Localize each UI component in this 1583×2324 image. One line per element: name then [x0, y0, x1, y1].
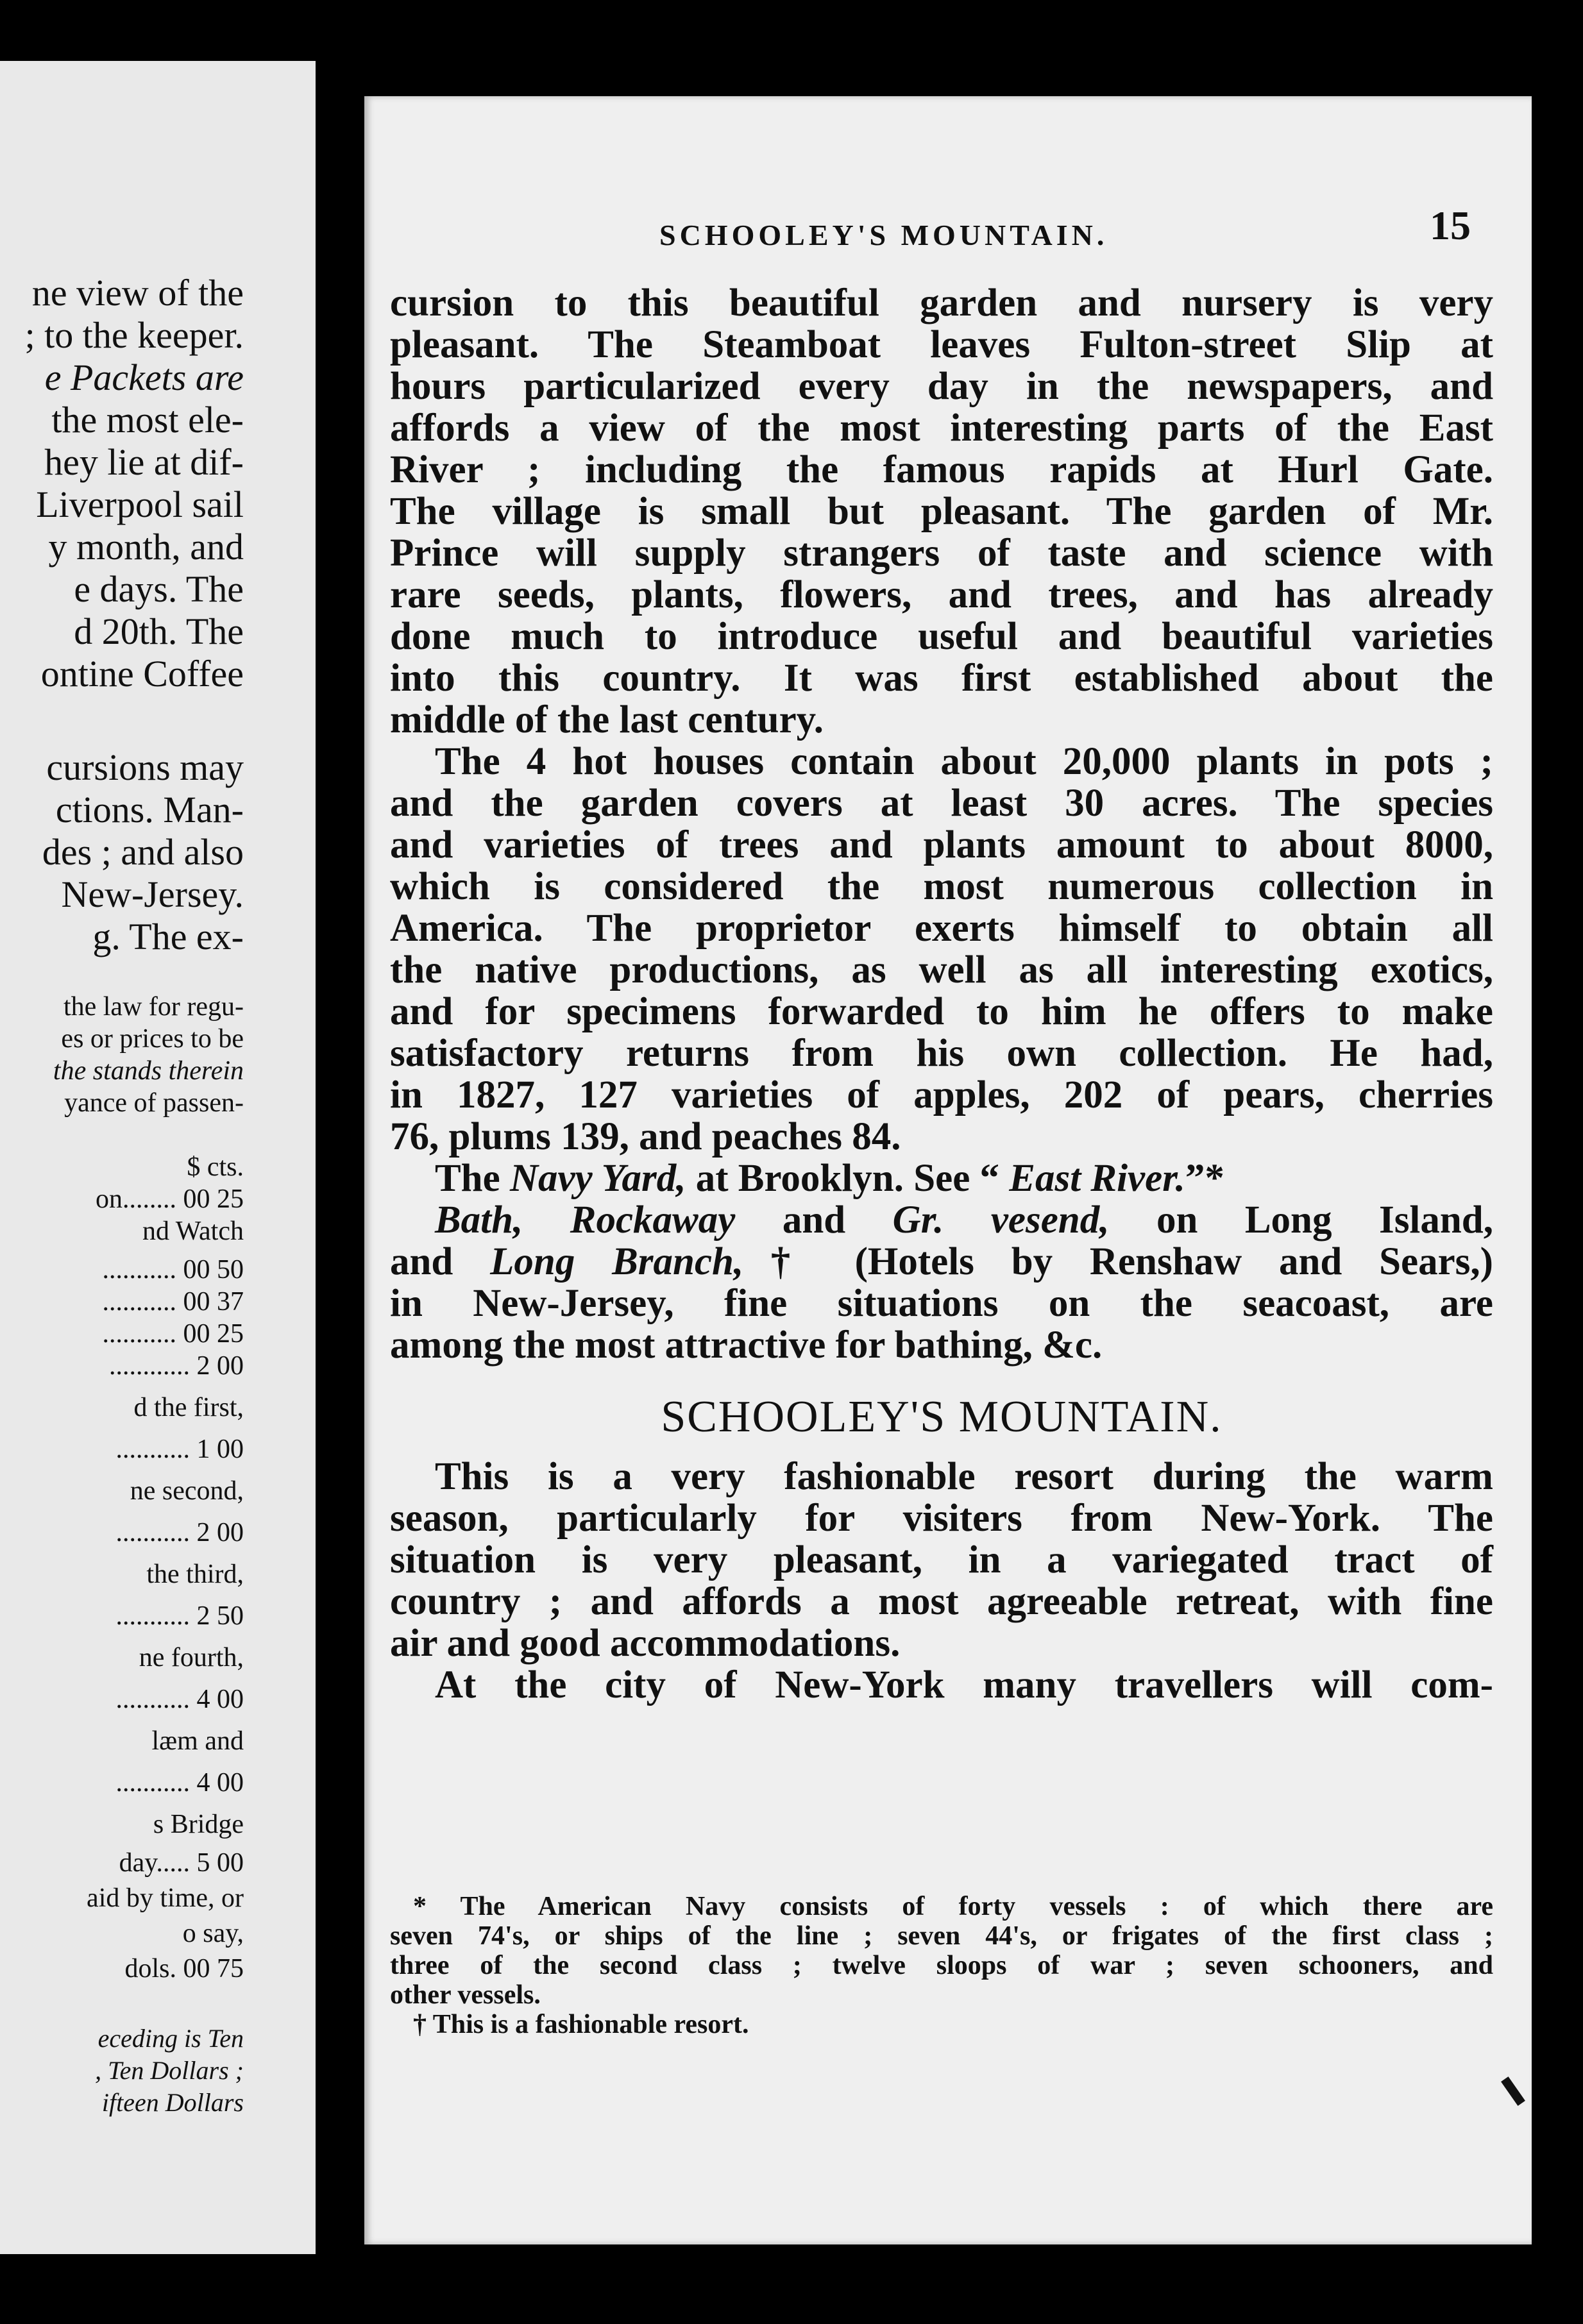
text-line: 76, plums 139, and peaches 84. [390, 1115, 901, 1158]
page-number: 15 [1430, 203, 1471, 248]
text-line: The 4 hot houses contain about 20,000 plants in pots ; [435, 740, 1493, 783]
text-run: The [435, 1157, 510, 1200]
text-run: on Long Island, [1109, 1199, 1493, 1242]
left-small-line: yance of passen- [64, 1088, 244, 1118]
navy-yard-line [390, 1158, 1493, 1199]
text-line: which is considered the most numerous collection in [390, 865, 1493, 908]
italic-run: Long Branch, [490, 1240, 744, 1283]
left-line: the most ele- [51, 399, 244, 441]
left-line: g. The ex- [92, 916, 244, 957]
footnote-line: seven 74's, or ships of the line ; seven 44's, or frigates of the first class ; [390, 1921, 1493, 1951]
text-line: affords a view of the most interesting parts of the East [390, 407, 1493, 450]
text-line: in New-Jersey, fine situations on the seacoast, are [390, 1282, 1493, 1325]
left-small-line: ........... 2 50 [115, 1601, 244, 1631]
left-line: ontine Coffee [40, 653, 244, 695]
left-line: ne view of the [31, 272, 244, 314]
left-small-line: o say, [182, 1919, 244, 1948]
italic-run: Gr. vesend, [892, 1199, 1110, 1242]
left-small-line: the law for regu- [63, 992, 244, 1022]
left-small-line: d the first, [133, 1393, 244, 1422]
left-line: hey lie at dif- [44, 441, 244, 483]
left-page [0, 61, 316, 2254]
text-line: This is a very fashionable resort during the warm [435, 1455, 1493, 1498]
left-small-line: ne second, [130, 1476, 244, 1506]
left-small-line: es or prices to be [61, 1024, 244, 1054]
text-line: and varieties of trees and plants amount to about 8000, [390, 823, 1493, 866]
bath-line [390, 1199, 1493, 1241]
text-line: rare seeds, plants, flowers, and trees, and has already [390, 573, 1493, 616]
text-run: † (Hotels by Renshaw and Sears,) [743, 1240, 1493, 1283]
left-small-line: ........... 4 00 [115, 1768, 244, 1798]
left-small-line: the third, [146, 1560, 244, 1589]
text-line: season, particularly for visiters from New-York. The [390, 1497, 1493, 1540]
footnote-line: three of the second class ; twelve sloops of war ; seven schooners, and [390, 1951, 1493, 1980]
running-head: SCHOOLEY'S MOUNTAIN. [659, 219, 1108, 251]
left-small-line: dols. 00 75 [124, 1954, 244, 1983]
text-line: At the city of New-York many travellers will com- [435, 1663, 1493, 1706]
text-line: the native productions, as well as all interesting exotics, [390, 948, 1493, 991]
left-small-line: ne fourth, [139, 1643, 244, 1672]
text-line: and for specimens forwarded to him he offers to make [390, 990, 1493, 1033]
left-small-line: nd Watch [142, 1217, 244, 1246]
left-small-line: ............ 2 00 [109, 1351, 244, 1381]
left-line: New-Jersey. [61, 873, 244, 915]
left-footer-line: , Ten Dollars ; [95, 2056, 244, 2085]
text-line: River ; including the famous rapids at Hurl Gate. [390, 448, 1493, 491]
left-small-line: ........... 00 37 [102, 1287, 244, 1317]
text-line: among the most attractive for bathing, &c. [390, 1324, 1103, 1367]
left-small-line: the stands therein [53, 1056, 244, 1086]
left-line: Liverpool sail [36, 484, 244, 525]
text-line: The village is small but pleasant. The garden of Mr. [390, 490, 1493, 533]
text-line: situation is very pleasant, in a variegated tract of [390, 1538, 1493, 1581]
text-line: hours particularized every day in the newspapers, and [390, 365, 1493, 408]
text-run: at Brooklyn. See “ [686, 1157, 1010, 1200]
text-line: and the garden covers at least 30 acres. The species [390, 782, 1493, 825]
left-small-line: ........... 1 00 [115, 1435, 244, 1464]
left-small-line: aid by time, or [87, 1883, 244, 1913]
footnote-line: * The American Navy consists of forty vessels : of which there are [413, 1892, 1493, 1921]
left-line: e Packets are [44, 357, 244, 398]
left-small-line: ........... 00 25 [102, 1319, 244, 1349]
italic-run: Navy Yard, [509, 1157, 686, 1200]
left-small-line: læm and [151, 1726, 244, 1756]
right-page [364, 96, 1532, 2244]
left-line: ctions. Man- [55, 789, 244, 830]
left-footer-line: ifteen Dollars [101, 2088, 244, 2117]
text-line: pleasant. The Steamboat leaves Fulton-street Slip at [390, 323, 1493, 366]
section-heading: SCHOOLEY'S MOUNTAIN. [661, 1392, 1223, 1442]
text-line: in 1827, 127 varieties of apples, 202 of pears, cherries [390, 1074, 1493, 1116]
text-run: and [735, 1199, 893, 1242]
text-run: ”* [1185, 1157, 1224, 1200]
left-line: e days. The [74, 568, 244, 610]
text-line: America. The proprietor exerts himself to obtain all [390, 907, 1493, 950]
left-small-line: ........... 2 00 [115, 1518, 244, 1547]
text-line: cursion to this beautiful garden and nursery is very [390, 282, 1493, 324]
text-line: Prince will supply strangers of taste and science with [390, 532, 1493, 575]
body-text [390, 282, 1493, 1706]
long-branch-line [390, 1241, 1493, 1283]
left-small-line: $ cts. [187, 1152, 244, 1182]
left-small-line: day..... 5 00 [119, 1848, 244, 1878]
left-small-line: s Bridge [153, 1810, 244, 1839]
left-line: d 20th. The [74, 610, 244, 652]
italic-run: East River. [1009, 1157, 1185, 1200]
text-line: done much to introduce useful and beautiful varieties [390, 615, 1493, 658]
left-line: y month, and [48, 526, 244, 568]
left-small-line: ........... 00 50 [102, 1255, 244, 1284]
text-line: country ; and affords a most agreeable retreat, with fine [390, 1580, 1493, 1623]
left-footer-line: eceding is Ten [97, 2024, 244, 2053]
footnote-line: † This is a fashionable resort. [413, 2010, 749, 2039]
text-line: air and good accommodations. [390, 1622, 901, 1665]
footnote-line: other vessels. [390, 1980, 541, 2010]
footnotes [390, 1892, 1493, 2039]
text-line: into this country. It was first established about the [390, 657, 1493, 700]
left-line: des ; and also [42, 831, 244, 873]
left-line: ; to the keeper. [24, 314, 244, 356]
left-small-line: on........ 00 25 [96, 1184, 244, 1214]
left-line: cursions may [46, 746, 244, 788]
text-run: and [390, 1240, 491, 1283]
italic-run: Bath, Rockaway [435, 1199, 736, 1242]
text-line: middle of the last century. [390, 698, 824, 741]
left-small-line: ........... 4 00 [115, 1685, 244, 1714]
text-line: satisfactory returns from his own collection. He had, [390, 1032, 1493, 1075]
